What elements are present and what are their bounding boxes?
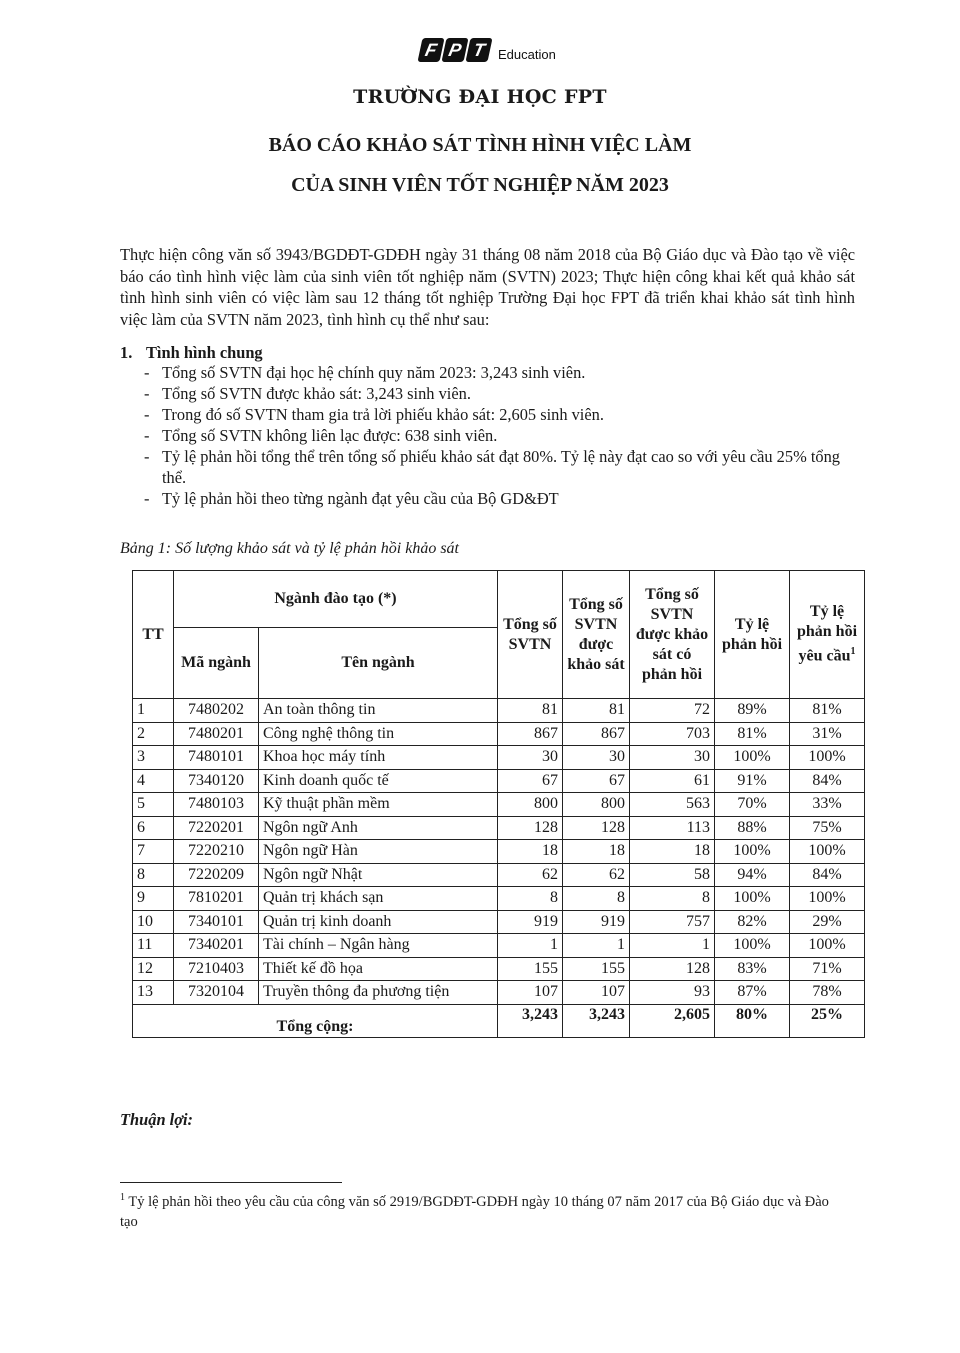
col-header-ten: Tên ngành bbox=[259, 628, 498, 699]
cell-ty-le-yc: 75% bbox=[790, 816, 865, 840]
list-item: - Tỷ lệ phản hồi tổng thể trên tổng số phiếu khảo sát đạt 80%. Tỷ lệ này đạt cao so với yêu cầu 25% tổng thể. bbox=[144, 446, 864, 488]
total-ty-le-yc: 25% bbox=[790, 1004, 865, 1037]
section-heading bbox=[120, 343, 263, 363]
footnote bbox=[120, 1188, 840, 1232]
cell-ty-le-yc: 84% bbox=[790, 863, 865, 887]
cell-ty-le: 94% bbox=[715, 863, 790, 887]
cell-ma: 7480201 bbox=[174, 722, 259, 746]
table-row bbox=[133, 957, 865, 981]
cell-khao-sat: 18 bbox=[563, 840, 630, 864]
cell-ten: An toàn thông tin bbox=[259, 699, 498, 723]
cell-ty-le: 100% bbox=[715, 746, 790, 770]
summary-list bbox=[144, 362, 864, 509]
col-header-nganh: Ngành đào tạo (*) bbox=[174, 571, 498, 628]
cell-phan-hoi: 128 bbox=[630, 957, 715, 981]
cell-khao-sat: 1 bbox=[563, 934, 630, 958]
cell-khao-sat: 800 bbox=[563, 793, 630, 817]
list-item: - Tổng số SVTN được khảo sát: 3,243 sinh viên. bbox=[144, 383, 864, 404]
footnote-text: Tỷ lệ phản hồi theo yêu cầu của công văn số 2919/BGDĐT-GDĐH ngày 10 tháng 07 năm 2017 của Bộ Giáo dục và Đào tạo bbox=[120, 1193, 829, 1230]
cell-tt: 2 bbox=[133, 722, 174, 746]
cell-khao-sat: 62 bbox=[563, 863, 630, 887]
cell-tong: 1 bbox=[498, 934, 563, 958]
total-ty-le: 80% bbox=[715, 1004, 790, 1037]
cell-ma: 7480202 bbox=[174, 699, 259, 723]
cell-ty-le: 82% bbox=[715, 910, 790, 934]
cell-ty-le: 88% bbox=[715, 816, 790, 840]
cell-phan-hoi: 58 bbox=[630, 863, 715, 887]
footnote-mark: 1 bbox=[120, 1192, 125, 1203]
cell-ty-le-yc: 29% bbox=[790, 910, 865, 934]
advantages-heading: Thuận lợi: bbox=[120, 1110, 194, 1129]
cell-ty-le: 89% bbox=[715, 699, 790, 723]
cell-ten: Quản trị kinh doanh bbox=[259, 910, 498, 934]
table-row bbox=[133, 840, 865, 864]
cell-tt: 10 bbox=[133, 910, 174, 934]
col-header-ty-le-yc-label: Tỷ lệ phản hồi yêu cầu bbox=[796, 603, 858, 665]
cell-ten: Kinh doanh quốc tế bbox=[259, 769, 498, 793]
cell-phan-hoi: 30 bbox=[630, 746, 715, 770]
cell-ma: 7340101 bbox=[174, 910, 259, 934]
cell-ty-le: 100% bbox=[715, 887, 790, 911]
table-row bbox=[133, 934, 865, 958]
fpt-education-logo bbox=[420, 38, 556, 62]
table-row bbox=[133, 910, 865, 934]
cell-ty-le: 81% bbox=[715, 722, 790, 746]
school-name: TRƯỜNG ĐẠI HỌC FPT bbox=[353, 86, 607, 108]
cell-ten: Tài chính – Ngân hàng bbox=[259, 934, 498, 958]
table-caption: Bảng 1: Số lượng khảo sát và tỷ lệ phản hồi khảo sát bbox=[120, 540, 459, 557]
cell-ten: Ngôn ngữ Anh bbox=[259, 816, 498, 840]
cell-phan-hoi: 72 bbox=[630, 699, 715, 723]
col-header-khao-sat: Tổng số SVTN được khảo sát bbox=[563, 571, 630, 699]
cell-ty-le: 100% bbox=[715, 840, 790, 864]
cell-ten: Truyền thông đa phương tiện bbox=[259, 981, 498, 1005]
cell-ty-le-yc: 100% bbox=[790, 887, 865, 911]
total-khao-sat: 3,243 bbox=[563, 1004, 630, 1037]
cell-tt: 7 bbox=[133, 840, 174, 864]
cell-ty-le-yc: 31% bbox=[790, 722, 865, 746]
intro-paragraph: Thực hiện công văn số 3943/BGDĐT-GDĐH ngày 31 tháng 08 năm 2018 của Bộ Giáo dục và Đào tạo về việc báo cáo tình hình việc làm của sinh viên tốt nghiệp năm (SVTN) 2023; Thực hiện công khai kết quả khảo sát tình hình sinh viên có việc làm sau 12 tháng tốt nghiệp Trường Đại học FPT đã triển khai khảo sát tình hình việc làm của SVTN năm 2023, tình hình cụ thể như sau: bbox=[120, 245, 855, 329]
cell-ten: Kỹ thuật phần mềm bbox=[259, 793, 498, 817]
cell-phan-hoi: 18 bbox=[630, 840, 715, 864]
table-row bbox=[133, 746, 865, 770]
cell-ma: 7810201 bbox=[174, 887, 259, 911]
cell-tt: 13 bbox=[133, 981, 174, 1005]
list-item: - Tỷ lệ phản hồi theo từng ngành đạt yêu cầu của Bộ GD&ĐT bbox=[144, 488, 864, 509]
cell-ma: 7220209 bbox=[174, 863, 259, 887]
cell-tt: 11 bbox=[133, 934, 174, 958]
report-title-line2: CỦA SINH VIÊN TỐT NGHIỆP NĂM 2023 bbox=[291, 174, 669, 196]
cell-ty-le: 91% bbox=[715, 769, 790, 793]
cell-ty-le: 70% bbox=[715, 793, 790, 817]
cell-phan-hoi: 703 bbox=[630, 722, 715, 746]
table-row bbox=[133, 816, 865, 840]
col-header-ty-le-yc bbox=[790, 571, 865, 699]
cell-tong: 128 bbox=[498, 816, 563, 840]
col-header-phan-hoi: Tổng số SVTN được khảo sát có phản hồi bbox=[630, 571, 715, 699]
cell-tong: 67 bbox=[498, 769, 563, 793]
cell-phan-hoi: 1 bbox=[630, 934, 715, 958]
logo-suffix: Education bbox=[498, 47, 556, 62]
cell-khao-sat: 8 bbox=[563, 887, 630, 911]
cell-ma: 7220210 bbox=[174, 840, 259, 864]
total-phan-hoi: 2,605 bbox=[630, 1004, 715, 1037]
cell-ma: 7340120 bbox=[174, 769, 259, 793]
table-row bbox=[133, 793, 865, 817]
cell-ty-le-yc: 84% bbox=[790, 769, 865, 793]
logo-letter-t: T bbox=[465, 38, 492, 62]
cell-tt: 3 bbox=[133, 746, 174, 770]
cell-tt: 9 bbox=[133, 887, 174, 911]
cell-phan-hoi: 61 bbox=[630, 769, 715, 793]
cell-ten: Thiết kế đồ họa bbox=[259, 957, 498, 981]
cell-ten: Công nghệ thông tin bbox=[259, 722, 498, 746]
cell-khao-sat: 919 bbox=[563, 910, 630, 934]
cell-tong: 81 bbox=[498, 699, 563, 723]
col-header-tong: Tổng số SVTN bbox=[498, 571, 563, 699]
table-row bbox=[133, 863, 865, 887]
cell-ten: Khoa học máy tính bbox=[259, 746, 498, 770]
cell-ten: Quản trị khách sạn bbox=[259, 887, 498, 911]
cell-ty-le-yc: 100% bbox=[790, 840, 865, 864]
list-item: - Tổng số SVTN đại học hệ chính quy năm 2023: 3,243 sinh viên. bbox=[144, 362, 864, 383]
table-row bbox=[133, 722, 865, 746]
cell-ty-le-yc: 78% bbox=[790, 981, 865, 1005]
section-number: 1. bbox=[120, 343, 133, 362]
cell-tt: 5 bbox=[133, 793, 174, 817]
cell-tong: 919 bbox=[498, 910, 563, 934]
list-item: - Tổng số SVTN không liên lạc được: 638 sinh viên. bbox=[144, 425, 864, 446]
list-item: - Trong đó số SVTN tham gia trả lời phiếu khảo sát: 2,605 sinh viên. bbox=[144, 404, 864, 425]
cell-tong: 62 bbox=[498, 863, 563, 887]
cell-ty-le-yc: 33% bbox=[790, 793, 865, 817]
cell-ma: 7220201 bbox=[174, 816, 259, 840]
logo-letter-p: P bbox=[441, 38, 468, 62]
logo-letter-f: F bbox=[417, 38, 444, 62]
cell-ty-le-yc: 100% bbox=[790, 934, 865, 958]
footnote-divider bbox=[120, 1182, 342, 1183]
cell-khao-sat: 867 bbox=[563, 722, 630, 746]
cell-khao-sat: 30 bbox=[563, 746, 630, 770]
cell-ty-le: 83% bbox=[715, 957, 790, 981]
cell-tong: 18 bbox=[498, 840, 563, 864]
cell-khao-sat: 128 bbox=[563, 816, 630, 840]
cell-ma: 7340201 bbox=[174, 934, 259, 958]
cell-khao-sat: 107 bbox=[563, 981, 630, 1005]
cell-ty-le-yc: 100% bbox=[790, 746, 865, 770]
cell-ma: 7480103 bbox=[174, 793, 259, 817]
cell-tt: 8 bbox=[133, 863, 174, 887]
cell-khao-sat: 67 bbox=[563, 769, 630, 793]
cell-tt: 1 bbox=[133, 699, 174, 723]
col-header-tt: TT bbox=[133, 571, 174, 699]
cell-tong: 107 bbox=[498, 981, 563, 1005]
cell-ma: 7210403 bbox=[174, 957, 259, 981]
cell-khao-sat: 81 bbox=[563, 699, 630, 723]
col-header-ma: Mã ngành bbox=[174, 628, 259, 699]
cell-tong: 155 bbox=[498, 957, 563, 981]
cell-tt: 12 bbox=[133, 957, 174, 981]
table-total-row bbox=[133, 1004, 865, 1037]
total-tong: 3,243 bbox=[498, 1004, 563, 1037]
cell-ten: Ngôn ngữ Nhật bbox=[259, 863, 498, 887]
cell-ten: Ngôn ngữ Hàn bbox=[259, 840, 498, 864]
table-row bbox=[133, 887, 865, 911]
cell-tong: 30 bbox=[498, 746, 563, 770]
cell-ma: 7320104 bbox=[174, 981, 259, 1005]
table-row bbox=[133, 981, 865, 1005]
table-row bbox=[133, 699, 865, 723]
cell-phan-hoi: 113 bbox=[630, 816, 715, 840]
total-label: Tổng cộng: bbox=[133, 1004, 498, 1037]
cell-tong: 8 bbox=[498, 887, 563, 911]
cell-phan-hoi: 757 bbox=[630, 910, 715, 934]
cell-ty-le: 87% bbox=[715, 981, 790, 1005]
table-row bbox=[133, 769, 865, 793]
footnote-ref: 1 bbox=[850, 646, 856, 658]
cell-tt: 4 bbox=[133, 769, 174, 793]
cell-phan-hoi: 563 bbox=[630, 793, 715, 817]
cell-phan-hoi: 93 bbox=[630, 981, 715, 1005]
section-title: Tình hình chung bbox=[146, 343, 263, 362]
survey-table bbox=[132, 570, 865, 1038]
cell-ty-le-yc: 71% bbox=[790, 957, 865, 981]
cell-ma: 7480101 bbox=[174, 746, 259, 770]
cell-ty-le: 100% bbox=[715, 934, 790, 958]
cell-tong: 800 bbox=[498, 793, 563, 817]
cell-ty-le-yc: 81% bbox=[790, 699, 865, 723]
cell-phan-hoi: 8 bbox=[630, 887, 715, 911]
cell-khao-sat: 155 bbox=[563, 957, 630, 981]
cell-tt: 6 bbox=[133, 816, 174, 840]
report-title-line1: BÁO CÁO KHẢO SÁT TÌNH HÌNH VIỆC LÀM bbox=[268, 134, 692, 156]
cell-tong: 867 bbox=[498, 722, 563, 746]
col-header-ty-le: Tỷ lệ phản hồi bbox=[715, 571, 790, 699]
